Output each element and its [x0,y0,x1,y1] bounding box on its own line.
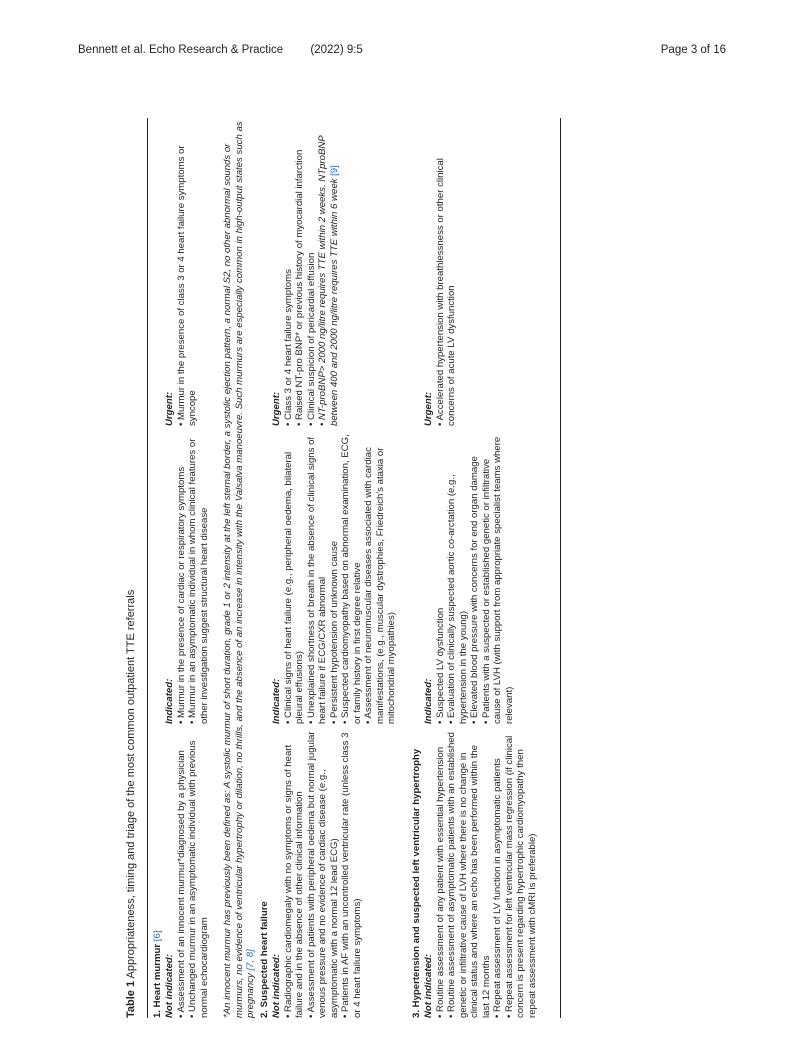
list-item: • Class 3 or 4 heart failure symptoms [282,269,294,426]
note-text: • NT-proBNP> 2000 ng/litre requires TTE within 2 weeks. NTproBNP between 400 and 2000 ng/litre requires TTE within 6 week [317,135,340,426]
list-item: • Suspected LV dysfunction [434,607,446,724]
header-authors: Bennett et al. Echo Research & Practice [78,44,284,56]
indicated-label: Indicated: [423,678,434,724]
list-item: • Suspected cardiomyopathy based on abnormal examination, ECG, or family history in first degree relative [340,434,363,724]
list-item: • Unexplained shortness of breath in the absence of clinical signs of heart failure if ECG/CXR abnormal [305,436,328,724]
list-item: • Clinical suspicion of pericardial effusion [305,252,317,426]
list-item: • Accelerated hypertension with breathlessness or other clinical concerns of acute LV dysfunction [434,158,457,426]
list-item: • Evaluation of clinically suspected aortic co-arctation (e.g., hypertension in the young) [446,474,469,724]
list-item: • Persistent hypotension of unknown cause [328,540,340,724]
section-2-not-indicated [271,728,363,1018]
citation: [9] [328,165,340,176]
table-1 [120,118,565,1018]
list-item: • Routine assessment of asymptomatic patients with an established genetic or infiltrative cause of LVH where there is no change in clinical status and where an echo has been performed within the last 12 months [446,732,492,1018]
not-indicated-label: Not indicated: [164,954,175,1018]
section-1-not-indicated [164,728,210,1018]
list-item: • Elevated blood pressure with concerns for end organ damage [469,456,480,724]
header-year: (2022) 9:5 [310,44,363,56]
indicated-label: Indicated: [164,678,175,724]
footnote-text: *An innocent murmur has previously been defined as: A systolic murmur of short duration, grade 1 or 2 intensity at the left sternal border, a systolic ejection pattern, a normal S2, no other abnormal sounds or murmurs, no evidence of ventricular hypertrophy or dilation, no thrills, and the absence of an increase in intensity with the Valsalva manoeuvre. Such murmurs are especially common in high-output states such as pregnancy [222,121,256,1018]
urgent-label: Urgent: [423,391,434,426]
section-title: 2. Suspected heart failure [259,901,270,1018]
list-item: • Assessment of neuromuscular diseases associated with cardiac manifestations, (e.g., muscular dystrophies, Friedreich's ataxia or mitochondrial myopathies) [363,447,397,724]
urgent-label: Urgent: [271,391,282,426]
not-indicated-label: Not indicated: [423,954,434,1018]
table-label: Table 1 [125,980,137,1018]
section-heart-murmur-title [152,118,164,1018]
table-top-rule [147,118,148,1018]
not-indicated-label: Not indicated: [271,954,282,1018]
list-item: • Murmur in the presence of class 3 or 4 heart failure symptoms or syncope [175,145,198,426]
indicated-label: Indicated: [271,678,282,724]
table-bottom-rule [560,118,561,1018]
list-item: • Raised NT-pro BNP* or previous history of myocardial infarction [294,149,305,426]
section-1-indicated [164,434,210,724]
table-caption [126,590,138,1018]
list-item: • Assessment of patients with peripheral oedema but normal jugular venous pressure and no evidence of cardiac disease (e.g., asymptomatic with a normal 12 lead ECG) [305,731,340,1018]
citation: [6] [152,930,163,942]
section-2-indicated [271,434,398,724]
section-3-not-indicated [423,728,538,1018]
list-item: • Radiographic cardiomegaly with no symptoms or signs of heart failure and in the absence of other clinical information [282,744,305,1018]
list-item: • Patients with a suspected or established genetic or infiltrative cause of LVH (with support from appropriate specialist teams where relevant) [480,436,515,724]
list-item: • Repeat assessment of LV function in asymptomatic patients [492,758,503,1018]
page-number: Page 3 of 16 [660,44,726,56]
section-title: 3. Hypertension and suspected left ventricular hypertrophy [411,748,422,1018]
table-caption-text: Appropriateness, timing and triage of the most common outpatient TTE referrals [125,589,137,979]
section-1-footnote [222,118,257,1018]
section-3-urgent [423,136,458,426]
section-3-indicated [423,434,515,724]
section-hypertension-title [411,118,423,1018]
citation: [7, 8] [245,949,256,971]
section-title: 1. Heart murmur [152,943,163,1018]
list-item: • Murmur in the presence of cardiac or respiratory symptoms [175,466,187,724]
section-2-urgent [271,126,340,426]
running-header [78,44,363,56]
list-item: • Repeat assessment for left ventricular mass regression (if clinical concern is present regarding hypertrophic cardiomyopathy then repeat assessment with cMRI is preferable) [503,735,538,1018]
list-item: • Patients in AF with an uncontrolled ventricular rate (unless class 3 or 4 heart failure symptoms) [340,732,363,1018]
section-heart-failure-title [259,118,271,1018]
urgent-label: Urgent: [164,391,175,426]
list-item: • Clinical signs of heart failure (e.g., peripheral oedema, bilateral pleural effusions) [282,451,305,724]
list-item: • Routine assessment of any patient with essential hypertension [434,746,446,1018]
section-1-urgent [164,136,199,426]
list-item: • Murmur in an asymptomatic individual in whom clinical features or other investigation suggest structural heart disease [187,438,210,724]
list-item: • Assessment of an innocent murmur*diagnosed by a physician [175,750,187,1018]
list-item-note [317,126,340,426]
list-item: • Unchanged murmur in an asymptomatic individual with previous normal echocardiogram [187,740,210,1018]
